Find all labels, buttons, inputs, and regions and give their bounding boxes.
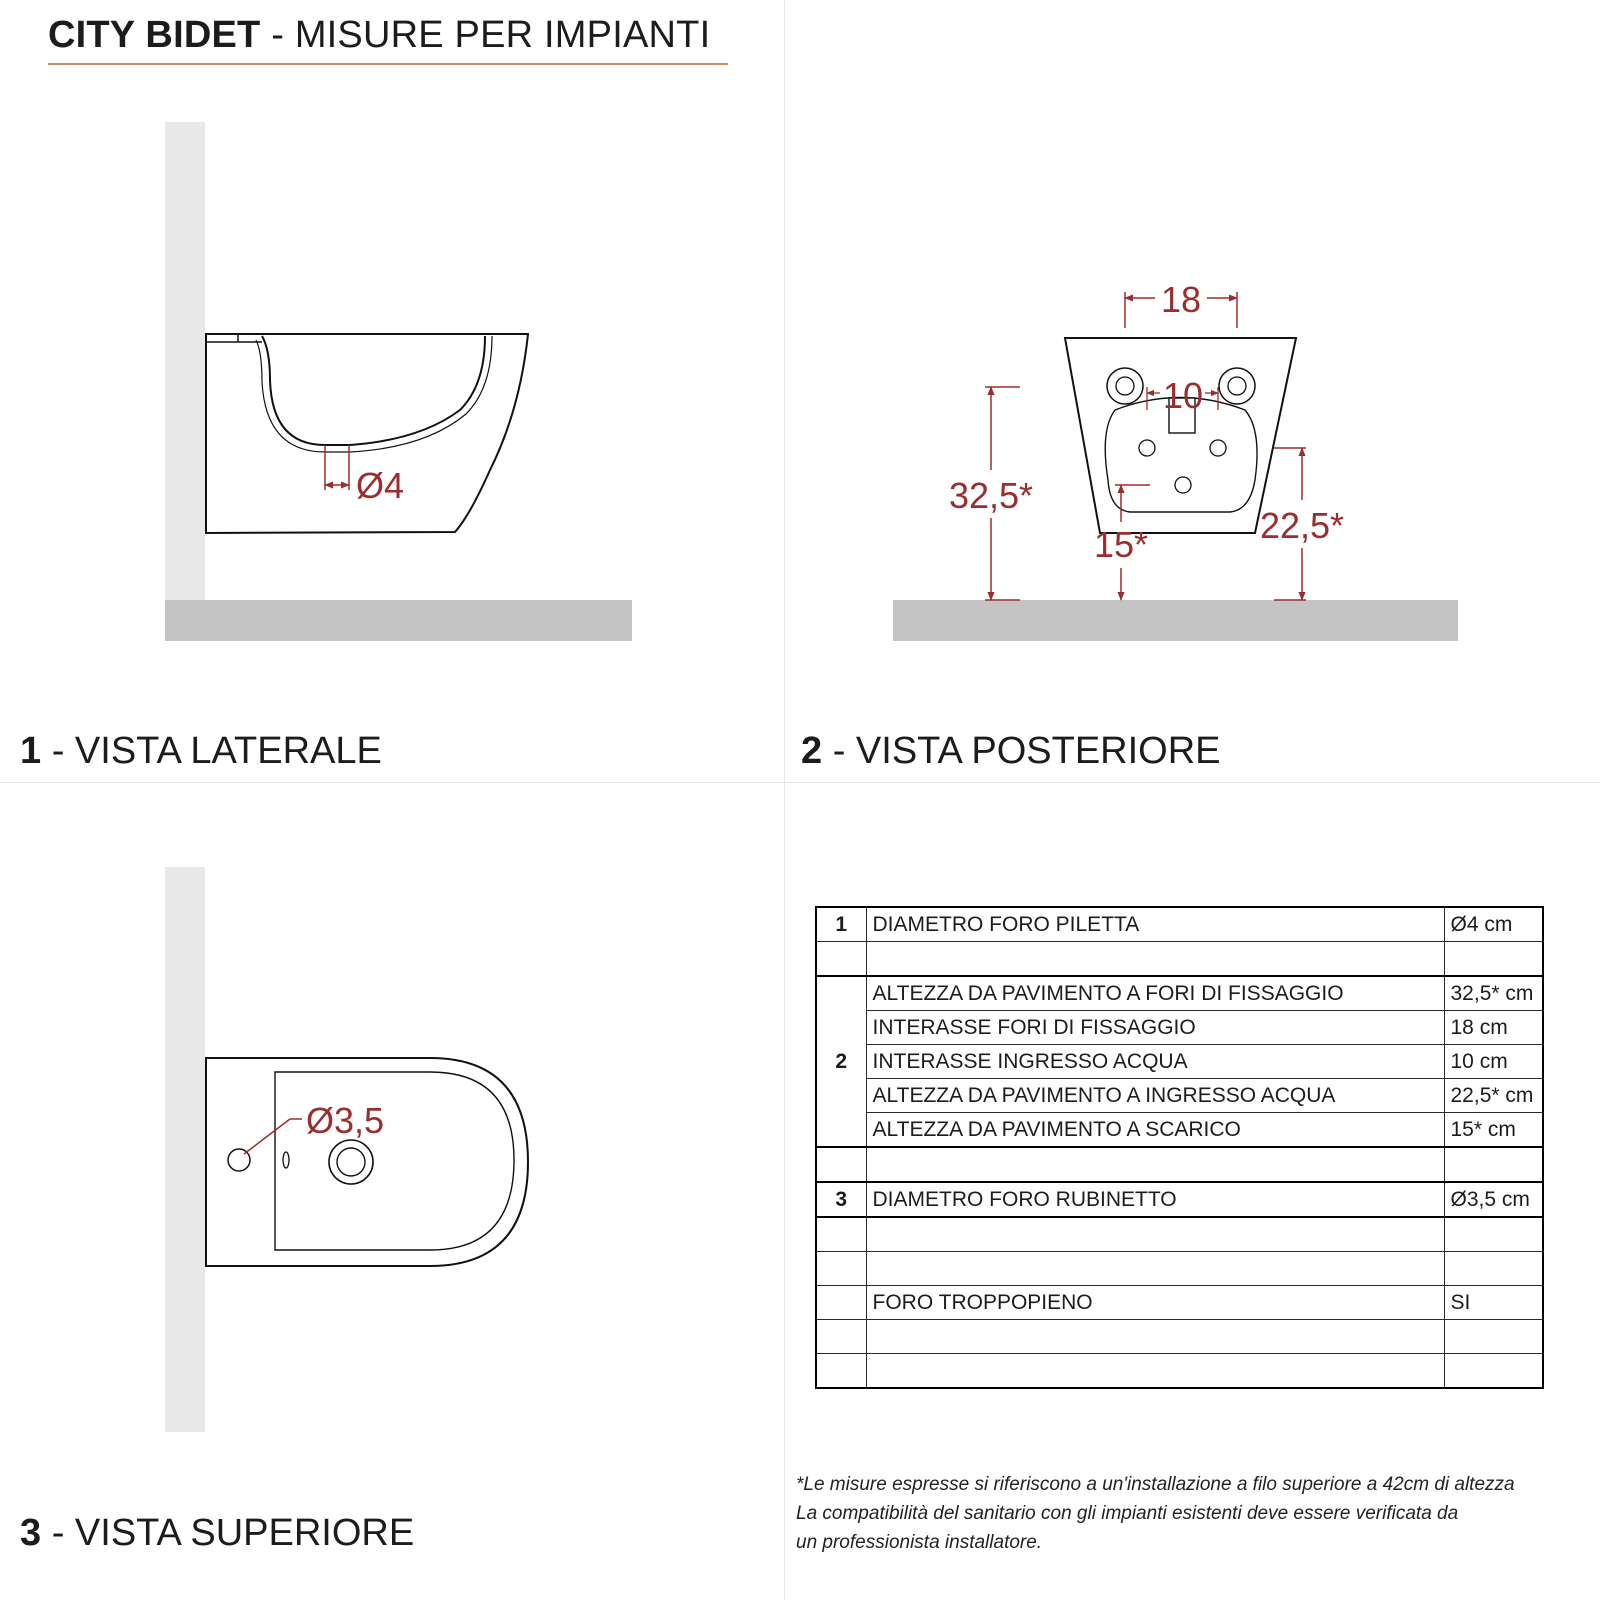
table-row xyxy=(816,1045,1543,1079)
row-value: 22,5* cm xyxy=(1444,1079,1543,1113)
row-number xyxy=(816,1252,866,1286)
fixing-hole-left-icon xyxy=(1107,368,1143,404)
table-row xyxy=(816,1320,1543,1354)
dim-tap-hole-diameter: Ø3,5 xyxy=(306,1100,385,1141)
table-row xyxy=(816,1147,1543,1182)
row-number: 2 xyxy=(816,976,866,1147)
side-view-floor xyxy=(165,600,632,641)
row-value xyxy=(1444,1354,1543,1389)
side-view-drawing xyxy=(165,122,632,641)
table-row xyxy=(816,1011,1543,1045)
top-view-wall xyxy=(165,867,205,1432)
dim-drain-height: 15* xyxy=(1093,524,1149,565)
side-view-wall xyxy=(165,122,205,602)
view-label-side xyxy=(20,730,382,773)
row-value xyxy=(1444,1252,1543,1286)
row-number xyxy=(816,1217,866,1252)
row-value xyxy=(1444,1217,1543,1252)
row-description: DIAMETRO FORO RUBINETTO xyxy=(866,1182,1444,1217)
table-row xyxy=(816,1217,1543,1252)
row-value xyxy=(1444,942,1543,977)
row-number xyxy=(816,1354,866,1389)
row-value: 18 cm xyxy=(1444,1011,1543,1045)
row-number xyxy=(816,1147,866,1182)
view-name: - VISTA LATERALE xyxy=(51,730,382,772)
footnote-line: *Le misure espresse si riferiscono a un'installazione a filo superiore a 42cm di altezza xyxy=(796,1474,1515,1495)
row-description: INTERASSE INGRESSO ACQUA xyxy=(866,1045,1444,1079)
row-number xyxy=(816,942,866,977)
row-value: 32,5* cm xyxy=(1444,976,1543,1011)
top-view-bidet-body xyxy=(206,1058,528,1266)
dim-drain-diameter: Ø4 xyxy=(356,465,405,506)
row-number xyxy=(816,1286,866,1320)
table-row xyxy=(816,1354,1543,1389)
row-number: 1 xyxy=(816,907,866,942)
row-value: Ø3,5 cm xyxy=(1444,1182,1543,1217)
footnote-line: La compatibilità del sanitario con gli impianti esistenti deve essere verificata da xyxy=(796,1503,1459,1524)
table-row xyxy=(816,907,1543,942)
row-description xyxy=(866,1147,1444,1182)
row-value: Ø4 cm xyxy=(1444,907,1543,942)
table-row xyxy=(816,1182,1543,1217)
top-view-drawing xyxy=(165,867,528,1432)
row-description xyxy=(866,1217,1444,1252)
view-label-top xyxy=(20,1512,414,1555)
row-description: ALTEZZA DA PAVIMENTO A INGRESSO ACQUA xyxy=(866,1079,1444,1113)
row-value: 15* cm xyxy=(1444,1113,1543,1148)
row-description: ALTEZZA DA PAVIMENTO A SCARICO xyxy=(866,1113,1444,1148)
rear-view-floor xyxy=(893,600,1458,641)
table-row xyxy=(816,1113,1543,1148)
row-description: INTERASSE FORI DI FISSAGGIO xyxy=(866,1011,1444,1045)
row-description: DIAMETRO FORO PILETTA xyxy=(866,907,1444,942)
table-row xyxy=(816,976,1543,1011)
row-value: 10 cm xyxy=(1444,1045,1543,1079)
view-number: 1 xyxy=(20,730,42,772)
row-number: 3 xyxy=(816,1182,866,1217)
row-value xyxy=(1444,1147,1543,1182)
view-label-rear xyxy=(801,730,1221,773)
footnote-line: un professionista installatore. xyxy=(796,1532,1043,1553)
title-subtitle: - MISURE PER IMPIANTI xyxy=(271,14,711,56)
dim-water-inlet-height: 22,5* xyxy=(1259,505,1345,546)
dim-water-inlet-spacing: 10 xyxy=(1162,375,1204,416)
row-value xyxy=(1444,1320,1543,1354)
view-name: - VISTA SUPERIORE xyxy=(51,1512,415,1554)
table-row xyxy=(816,942,1543,977)
row-description: FORO TROPPOPIENO xyxy=(866,1286,1444,1320)
row-description xyxy=(866,1320,1444,1354)
dim-fixing-holes-height: 32,5* xyxy=(948,475,1034,516)
row-number xyxy=(816,1320,866,1354)
dim-fixing-holes-spacing: 18 xyxy=(1160,279,1202,320)
view-name: - VISTA POSTERIORE xyxy=(832,730,1221,772)
table-row xyxy=(816,1286,1543,1320)
spec-table xyxy=(815,906,1544,1389)
row-description: ALTEZZA DA PAVIMENTO A FORI DI FISSAGGIO xyxy=(866,976,1444,1011)
row-value: SI xyxy=(1444,1286,1543,1320)
rear-view-bidet-body xyxy=(1065,338,1296,533)
view-number: 3 xyxy=(20,1512,42,1554)
table-row xyxy=(816,1079,1543,1113)
fixing-hole-right-icon xyxy=(1219,368,1255,404)
footnote xyxy=(796,1470,1586,1557)
row-description xyxy=(866,1354,1444,1389)
row-description xyxy=(866,942,1444,977)
rear-view-drawing xyxy=(893,279,1458,641)
row-description xyxy=(866,1252,1444,1286)
table-row xyxy=(816,1252,1543,1286)
title-brand: CITY BIDET xyxy=(48,14,261,56)
view-number: 2 xyxy=(801,730,823,772)
